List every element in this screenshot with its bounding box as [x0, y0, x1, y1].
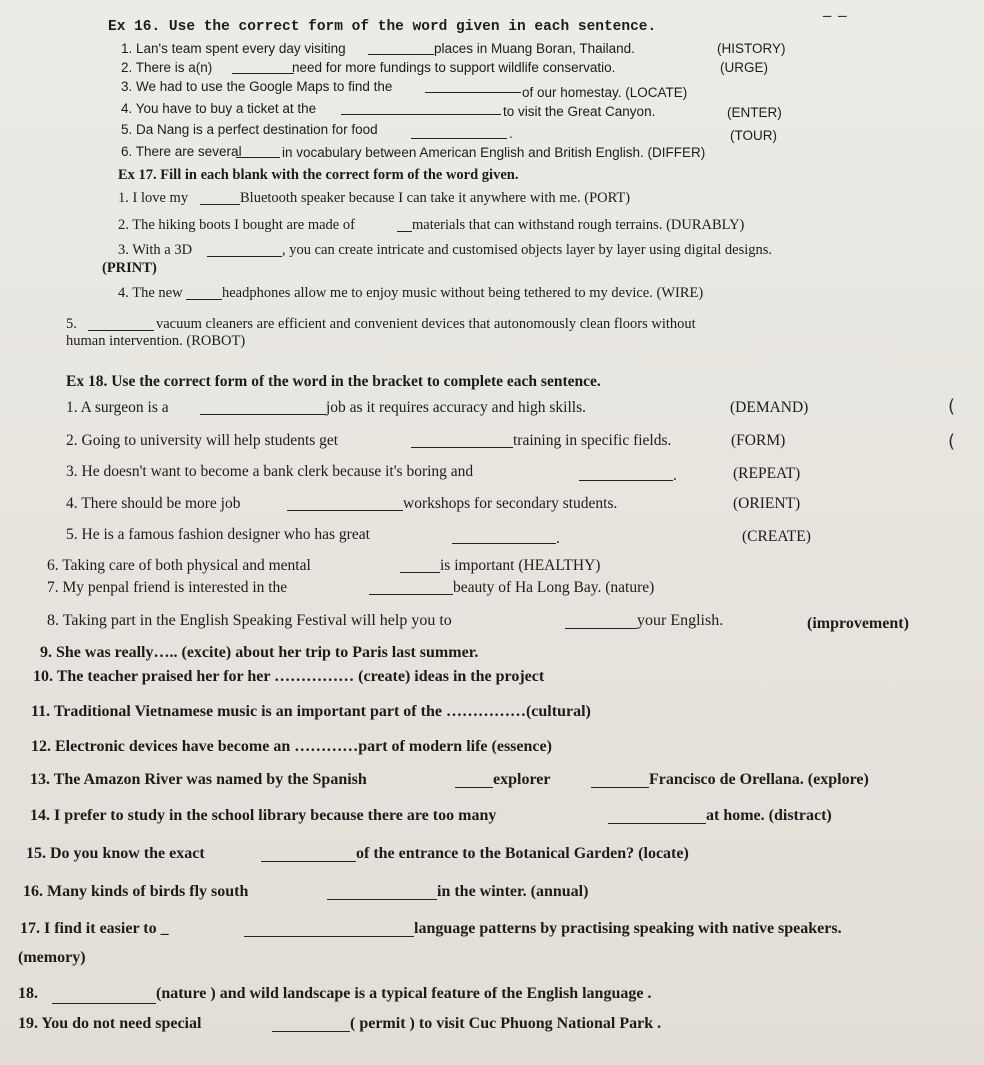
answer-blank[interactable]: [186, 287, 222, 304]
question-text: 4. You have to buy a ticket at the: [121, 101, 317, 116]
answer-blank[interactable]: [200, 401, 326, 419]
question-text: 4. There should be more job: [66, 495, 241, 512]
question-text: 3. He doesn't want to become a bank clerk because it's boring and: [66, 463, 474, 480]
question-text: beauty of Ha Long Bay. (nature): [453, 579, 655, 596]
question-text: .: [556, 530, 560, 547]
ex17-title: Ex 17. Fill in each blank with the correct form of the word given.: [118, 167, 519, 183]
question-text: ( permit ) to visit Cuc Phuong National Park .: [350, 1015, 662, 1032]
answer-word: explorer: [493, 771, 551, 788]
word-hint: (REPEAT): [733, 465, 801, 482]
word-hint: (HISTORY): [717, 41, 786, 56]
answer-blank[interactable]: [368, 43, 434, 58]
answer-blank[interactable]: [200, 192, 240, 209]
word-hint: (TOUR): [730, 128, 777, 143]
question-text: at home. (distract): [706, 807, 832, 824]
answer-blank[interactable]: [411, 127, 507, 142]
ex18-item-10: 10. The teacher praised her for her …………… (create) ideas in the project: [33, 668, 545, 685]
answer-blank[interactable]: [565, 614, 637, 633]
answer-blank[interactable]: [272, 1017, 350, 1036]
question-text: 3. We had to use the Google Maps to find the: [121, 79, 393, 94]
answer-blank[interactable]: [411, 434, 513, 452]
question-text: your English.: [637, 612, 724, 629]
question-text: in the winter. (annual): [437, 883, 589, 900]
answer-blank[interactable]: [400, 559, 440, 577]
question-text: of our homestay. (LOCATE): [522, 85, 688, 100]
word-hint: (improvement): [807, 615, 909, 632]
answer-blank[interactable]: [327, 885, 437, 904]
question-text: 16. Many kinds of birds fly south: [23, 883, 249, 900]
answer-blank[interactable]: [236, 146, 280, 161]
question-text: 3. With a 3D: [118, 242, 193, 258]
question-text: 5. Da Nang is a perfect destination for food: [121, 122, 378, 137]
question-text: 1. A surgeon is a: [66, 399, 169, 416]
question-text: .: [509, 126, 513, 141]
word-hint: (DEMAND): [730, 399, 809, 416]
question-text: 2. There is a(n): [121, 60, 213, 75]
question-text: , you can create intricate and customised objects layer by layer using digital designs.: [282, 242, 773, 258]
answer-blank[interactable]: [244, 922, 414, 941]
question-text: 1. I love my: [118, 190, 189, 206]
answer-blank[interactable]: [397, 219, 412, 236]
question-text: Francisco de Orellana. (explore): [649, 771, 869, 788]
question-text: Bluetooth speaker because I can take it anywhere with me. (PORT): [240, 190, 631, 206]
question-text: human intervention. (ROBOT): [66, 333, 246, 349]
answer-blank[interactable]: [341, 103, 501, 118]
question-text: 1. Lan's team spent every day visiting: [121, 41, 346, 56]
pen-mark-right-2: (: [948, 431, 956, 452]
ex16-title: Ex 16. Use the correct form of the word given in each sentence.: [108, 19, 657, 35]
question-text: 6. Taking care of both physical and mental: [47, 557, 311, 574]
ex18-item-11: 11. Traditional Vietnamese music is an important part of the ……………(cultural): [31, 703, 591, 720]
question-text: headphones allow me to enjoy music without being tethered to my device. (WIRE): [222, 285, 704, 301]
answer-blank[interactable]: [591, 773, 649, 792]
pen-mark-right-1: (: [948, 396, 956, 417]
answer-blank[interactable]: [452, 530, 556, 548]
word-hint: (URGE): [720, 60, 768, 75]
question-text: to visit the Great Canyon.: [503, 104, 656, 119]
question-text: (nature ) and wild landscape is a typical feature of the English language .: [156, 985, 652, 1002]
question-text: 5. He is a famous fashion designer who has great: [66, 526, 370, 543]
question-text: 14. I prefer to study in the school library because there are too many: [30, 807, 497, 824]
answer-blank[interactable]: [207, 244, 282, 261]
word-hint: (PRINT): [102, 260, 157, 276]
answer-blank[interactable]: [579, 467, 673, 485]
answer-blank[interactable]: [369, 581, 453, 599]
pen-mark-top: ‒ ‒: [822, 6, 848, 25]
answer-blank[interactable]: [232, 62, 294, 77]
question-text: language patterns by practising speaking with native speakers.: [414, 920, 842, 937]
question-text: materials that can withstand rough terrains. (DURABLY): [412, 217, 745, 233]
word-hint: (memory): [18, 949, 86, 966]
word-hint: (ENTER): [727, 105, 782, 120]
answer-blank[interactable]: [608, 809, 706, 828]
question-text: 15. Do you know the exact: [26, 845, 205, 862]
question-text: of the entrance to the Botanical Garden? (locate): [356, 845, 689, 862]
question-text: training in specific fields.: [513, 432, 672, 449]
question-text: places in Muang Boran, Thailand.: [434, 41, 635, 56]
question-text: is important (HEALTHY): [440, 557, 601, 574]
question-text: 17. I find it easier to _: [20, 920, 169, 937]
question-text: 18.: [18, 985, 38, 1002]
answer-blank[interactable]: [52, 989, 156, 1008]
answer-blank[interactable]: [287, 497, 403, 515]
word-hint: (FORM): [731, 432, 786, 449]
answer-blank[interactable]: [455, 773, 493, 792]
question-text: 6. There are several: [121, 144, 242, 159]
word-hint: (CREATE): [742, 528, 811, 545]
question-text: 8. Taking part in the English Speaking Festival will help you to: [47, 612, 452, 629]
answer-blank[interactable]: [425, 81, 521, 96]
question-text: 2. Going to university will help students get: [66, 432, 339, 449]
question-text: 4. The new: [118, 285, 183, 301]
question-text: workshops for secondary students.: [403, 495, 618, 512]
ex18-item-9: 9. She was really….. (excite) about her trip to Paris last summer.: [40, 644, 479, 661]
question-text: 19. You do not need special: [18, 1015, 202, 1032]
question-text: in vocabulary between American English and British English. (DIFFER): [282, 145, 706, 160]
question-text: 13. The Amazon River was named by the Spanish: [30, 771, 367, 788]
question-text: 2. The hiking boots I bought are made of: [118, 217, 355, 233]
question-text: .: [673, 467, 677, 484]
ex18-title: Ex 18. Use the correct form of the word in the bracket to complete each sentence.: [66, 373, 601, 390]
question-text: 5.: [66, 316, 77, 332]
question-text: 7. My penpal friend is interested in the: [47, 579, 288, 596]
answer-blank[interactable]: [261, 847, 356, 866]
ex18-item-12: 12. Electronic devices have become an …………part of modern life (essence): [31, 738, 552, 755]
question-text: vacuum cleaners are efficient and convenient devices that autonomously clean floors without: [156, 316, 696, 332]
question-text: job as it requires accuracy and high skills.: [326, 399, 586, 416]
question-text: need for more fundings to support wildlife conservatio.: [292, 60, 616, 75]
word-hint: (ORIENT): [733, 495, 801, 512]
